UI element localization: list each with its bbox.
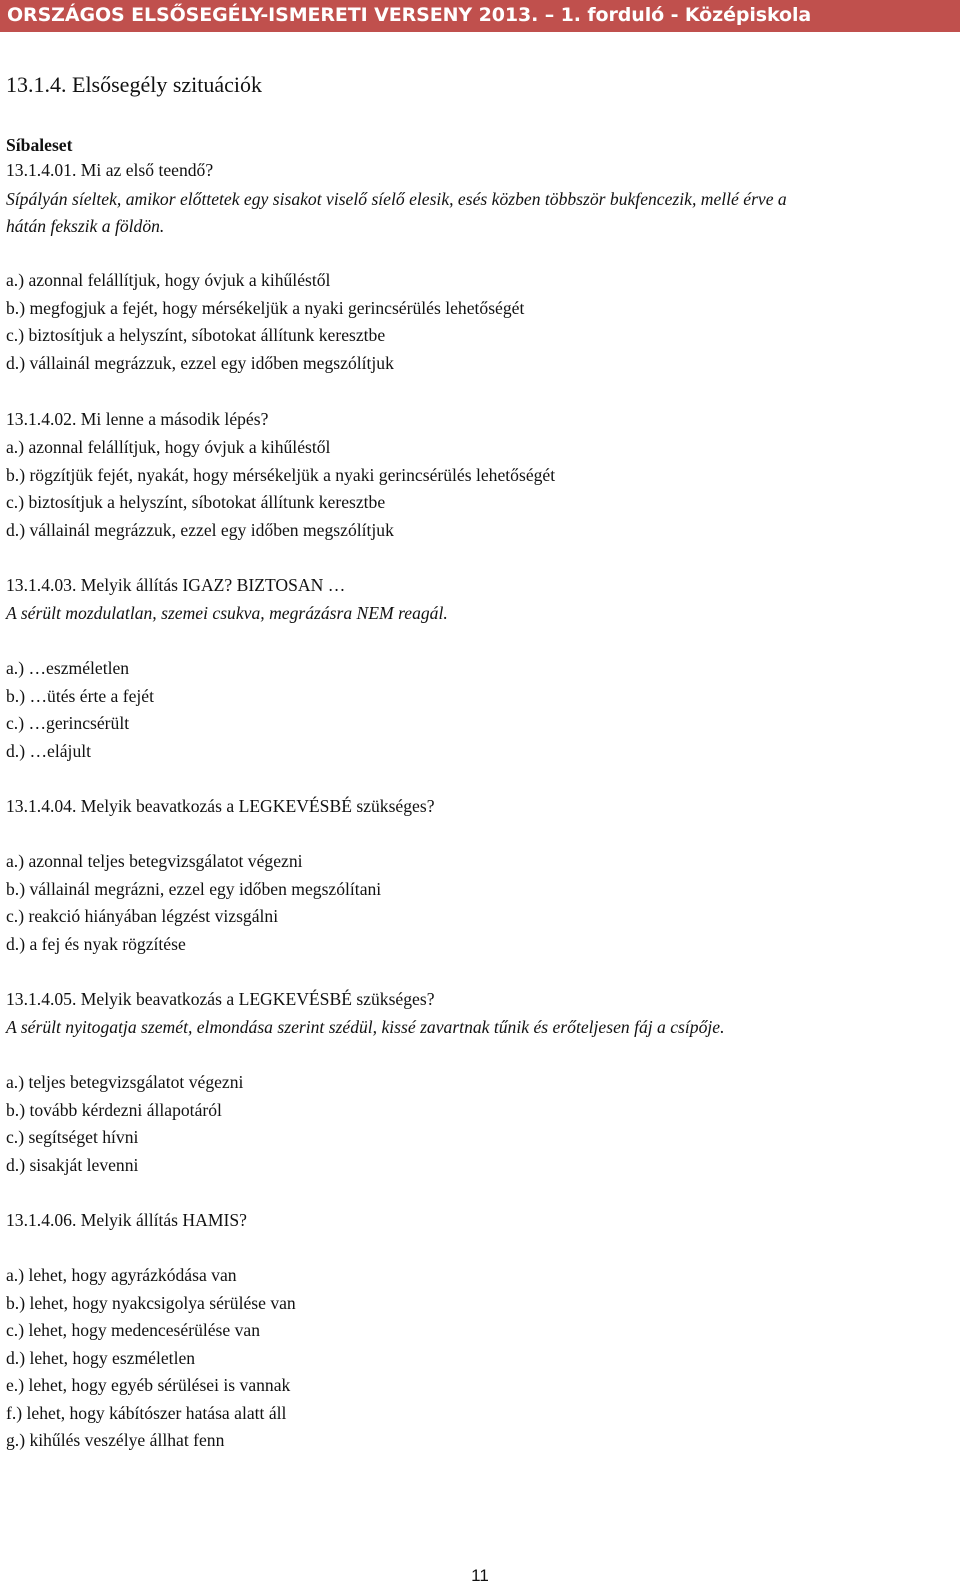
answer-option: d.) …elájult (6, 741, 92, 761)
answer-option: a.) …eszméletlen (6, 658, 130, 678)
answer-option: a.) azonnal felállítjuk, hogy óvjuk a kihűléstől (6, 270, 331, 290)
answer-option: c.) segítséget hívni (6, 1127, 139, 1147)
answer-option: c.) reakció hiányában légzést vizsgálni (6, 906, 279, 926)
question-scenario: A sérült nyitogatja szemét, elmondása szerint szédül, kissé zavartnak tűnik és erőteljesen fáj a csípője. (6, 1017, 725, 1037)
answer-option: a.) lehet, hogy agyrázkódása van (6, 1265, 237, 1285)
answer-option: b.) lehet, hogy nyakcsigolya sérülése van (6, 1293, 296, 1313)
answer-option: a.) azonnal felállítjuk, hogy óvjuk a kihűléstől (6, 437, 331, 457)
question-title: 13.1.4.03. Melyik állítás IGAZ? BIZTOSAN … (6, 575, 346, 595)
answer-option: a.) teljes betegvizsgálatot végezni (6, 1072, 244, 1092)
answer-option: e.) lehet, hogy egyéb sérülései is vannak (6, 1375, 291, 1395)
answer-option: d.) vállainál megrázzuk, ezzel egy időben megszólítjuk (6, 353, 394, 373)
answer-option: d.) vállainál megrázzuk, ezzel egy időben megszólítjuk (6, 520, 394, 540)
answer-option: b.) megfogjuk a fejét, hogy mérsékeljük a nyaki gerincsérülés lehetőségét (6, 298, 525, 318)
question-scenario: A sérült mozdulatlan, szemei csukva, megrázásra NEM reagál. (6, 603, 448, 623)
answer-option: b.) tovább kérdezni állapotáról (6, 1100, 222, 1120)
answer-option: d.) sisakját levenni (6, 1155, 139, 1175)
answer-option: b.) rögzítjük fejét, nyakát, hogy mérsékeljük a nyaki gerincsérülés lehetőségét (6, 465, 556, 485)
answer-option: d.) a fej és nyak rögzítése (6, 934, 186, 954)
answer-option: a.) azonnal teljes betegvizsgálatot végezni (6, 851, 303, 871)
answer-option: c.) biztosítjuk a helyszínt, síbotokat állítunk keresztbe (6, 492, 386, 512)
answer-option: d.) lehet, hogy eszméletlen (6, 1348, 196, 1368)
answer-option: b.) vállainál megrázni, ezzel egy időben megszólítani (6, 879, 382, 899)
question-title: 13.1.4.01. Mi az első teendő? (6, 160, 214, 180)
page-header-title: ORSZÁGOS ELSŐSEGÉLY-ISMERETI VERSENY 2013. – 1. forduló - Középiskola (7, 4, 812, 26)
question-title: 13.1.4.06. Melyik állítás HAMIS? (6, 1210, 247, 1230)
question-title: 13.1.4.05. Melyik beavatkozás a LEGKEVÉSBÉ szükséges? (6, 989, 435, 1009)
question-scenario: hátán fekszik a földön. (6, 216, 165, 236)
answer-option: c.) lehet, hogy medencesérülése van (6, 1320, 261, 1340)
answer-option: b.) …ütés érte a fejét (6, 686, 155, 706)
answer-option: g.) kihűlés veszélye állhat fenn (6, 1430, 225, 1450)
question-title: 13.1.4.02. Mi lenne a második lépés? (6, 409, 269, 429)
answer-option: f.) lehet, hogy kábítószer hatása alatt áll (6, 1403, 287, 1423)
answer-option: c.) biztosítjuk a helyszínt, síbotokat állítunk keresztbe (6, 325, 386, 345)
question-scenario: Sípályán síeltek, amikor előttetek egy sisakot viselő síelő elesik, esés közben többször bukfencezik, mellé érve a (6, 189, 787, 209)
section-title: 13.1.4. Elsősegély szituációk (6, 72, 263, 97)
question-title: 13.1.4.04. Melyik beavatkozás a LEGKEVÉSBÉ szükséges? (6, 796, 435, 816)
answer-option: c.) …gerincsérült (6, 713, 130, 733)
case-title: Síbaleset (6, 135, 73, 155)
page-number: 11 (471, 1566, 489, 1585)
